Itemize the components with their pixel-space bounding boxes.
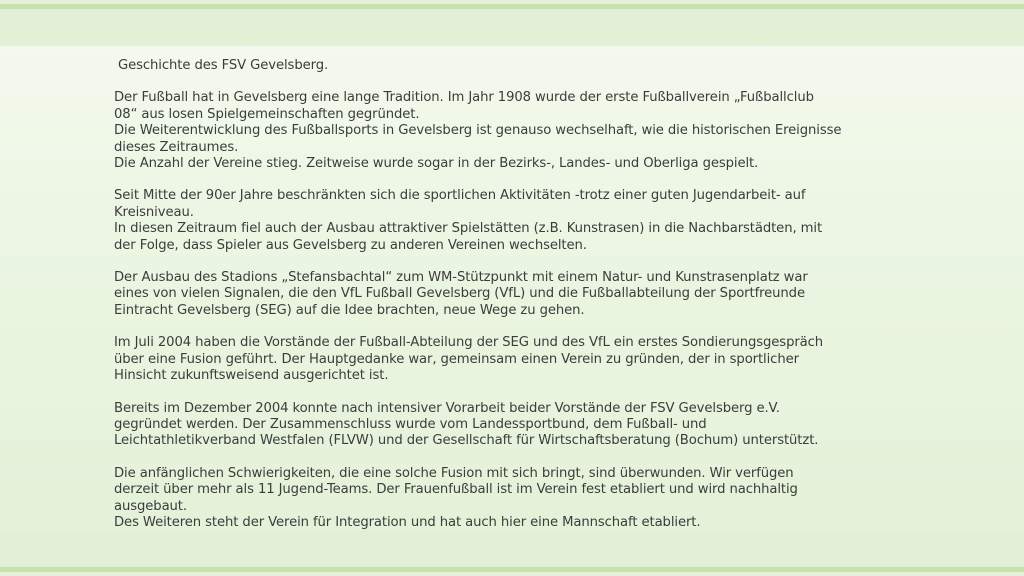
text-line: gegründet werden. Der Zusammenschluss wurde vom Landessportbund, dem Fußball- und bbox=[114, 416, 707, 432]
paragraph-today bbox=[114, 466, 914, 532]
paragraph-founding bbox=[114, 401, 914, 450]
text-line: In diesen Zeitraum fiel auch der Ausbau attraktiver Spielstätten (z.B. Kunstrasen) in die Nachbarstädten, mit bbox=[114, 221, 823, 237]
text-line: über eine Fusion geführt. Der Hauptgedanke war, gemeinsam einen Verein zu gründen, der in sportlicher bbox=[114, 351, 799, 367]
text-line: eines von vielen Signalen, die den VfL Fußball Gevelsberg (VfL) und die Fußballabteilung der Sportfreunde bbox=[114, 286, 805, 302]
text-line: Im Juli 2004 haben die Vorstände der Fußball-Abteilung der SEG und des VfL ein erstes Sondierungsgespräch bbox=[114, 335, 824, 351]
bottom-stripe bbox=[0, 567, 1024, 572]
text-line: der Folge, dass Spieler aus Gevelsberg zu anderen Vereinen wechselten. bbox=[114, 237, 587, 253]
text-line: Des Weiteren steht der Verein für Integration und hat auch hier eine Mannschaft etabliert. bbox=[114, 514, 701, 530]
text-line: Kreisniveau. bbox=[114, 204, 194, 220]
text-line: Der Fußball hat in Gevelsberg eine lange Tradition. Im Jahr 1908 wurde der erste Fußballverein „Fußballclub bbox=[114, 90, 814, 106]
text-body bbox=[114, 58, 914, 547]
text-line: Leichtathletikverband Westfalen (FLVW) und der Gesellschaft für Wirtschaftsberatung (Bochum) unterstützt. bbox=[114, 433, 819, 449]
top-stripe bbox=[0, 4, 1024, 9]
page-title: Geschichte des FSV Gevelsberg. bbox=[118, 58, 329, 73]
paragraph-nineties bbox=[114, 188, 914, 254]
text-line: Hinsicht zukunftsweisend ausgerichtet ist. bbox=[114, 368, 389, 384]
text-line: ausgebaut. bbox=[114, 498, 187, 514]
text-line: 08“ aus losen Spielgemeinschaften gegründet. bbox=[114, 106, 420, 122]
paragraph-fusion-talks bbox=[114, 335, 914, 384]
text-line: Die Anzahl der Vereine stieg. Zeitweise wurde sogar in der Bezirks-, Landes- und Oberliga gespielt. bbox=[114, 156, 759, 172]
text-line: Die anfänglichen Schwierigkeiten, die eine solche Fusion mit sich bringt, sind überwunden. Wir verfügen bbox=[114, 465, 794, 481]
paragraph-history-origin bbox=[114, 90, 914, 172]
text-line: Die Weiterentwicklung des Fußballsports in Gevelsberg ist genauso wechselhaft, wie die historischen Ereignisse bbox=[114, 123, 842, 139]
text-line: Eintracht Gevelsberg (SEG) auf die Idee brachten, neue Wege zu gehen. bbox=[114, 302, 585, 318]
text-line: Bereits im Dezember 2004 konnte nach intensiver Vorarbeit beider Vorstände der FSV Gevelsberg e.V. bbox=[114, 400, 780, 416]
text-line: dieses Zeitraumes. bbox=[114, 139, 239, 155]
paragraph-stadium bbox=[114, 270, 914, 319]
text-line: Seit Mitte der 90er Jahre beschränkten sich die sportlichen Aktivitäten -trotz einer guten Jugendarbeit- auf bbox=[114, 188, 806, 204]
text-line: Der Ausbau des Stadions „Stefansbachtal“ zum WM-Stützpunkt mit einem Natur- und Kunstrasenplatz war bbox=[114, 270, 808, 286]
text-line: derzeit über mehr als 11 Jugend-Teams. Der Frauenfußball ist im Verein fest etabliert und wird nachhaltig bbox=[114, 482, 798, 498]
